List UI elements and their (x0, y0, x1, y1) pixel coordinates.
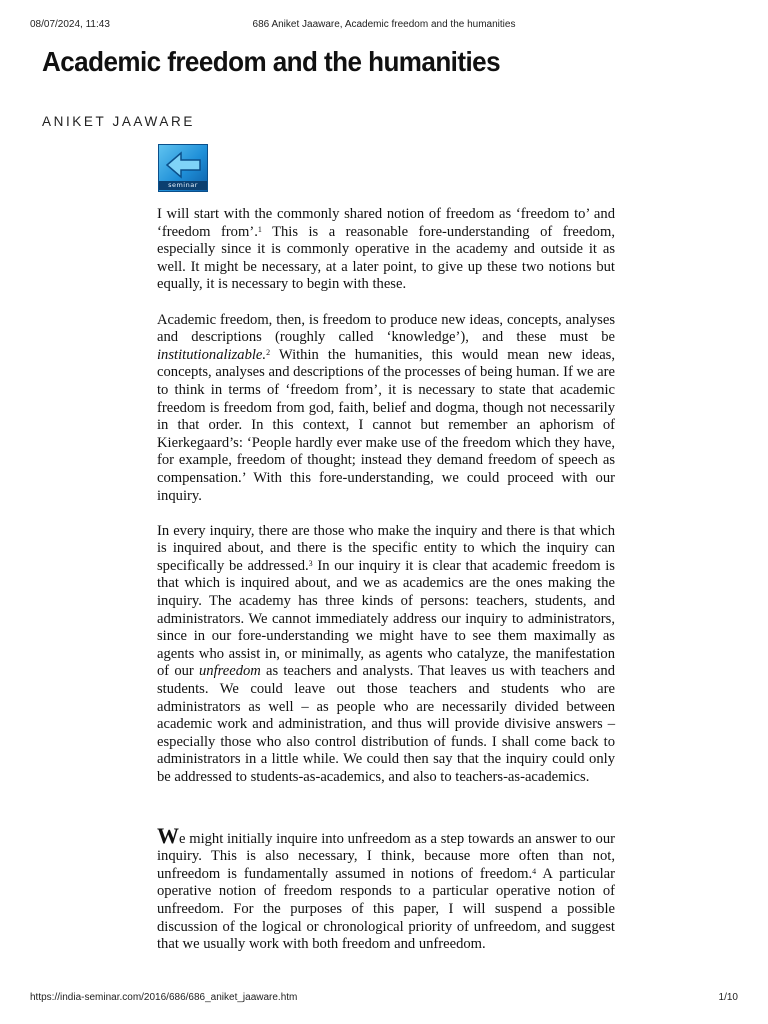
article-title: Academic freedom and the humanities (42, 46, 500, 77)
paragraph-2 (157, 312, 615, 506)
article-body (157, 206, 615, 971)
paragraph-text: e might initially inquire into unfreedom as a step towards an answer to our inquiry. This is also necessary, I think, because more often than not, unfreedom is fundamentally assumed in notions of freedom. (157, 830, 615, 882)
footnote-ref[interactable]: 2 (266, 347, 271, 357)
back-arrow-icon (165, 150, 203, 180)
logo-label: seminar (159, 181, 207, 190)
footnote-ref[interactable]: 1 (257, 224, 262, 234)
paragraph-4 (157, 822, 615, 954)
print-datetime: 08/07/2024, 11:43 (30, 19, 110, 30)
paragraph-3 (157, 523, 615, 787)
drop-cap: W (157, 822, 179, 848)
paragraph-1 (157, 206, 615, 294)
footnote-ref[interactable]: 3 (308, 558, 313, 568)
emphasis-text: institutionalizable. (157, 346, 267, 363)
paragraph-text: In every inquiry, there are those who make the inquiry and there is that which is inquired about, and there is the specific entity to which the inquiry can specifically be addressed. (157, 522, 615, 574)
paragraph-text: Academic freedom, then, is freedom to produce new ideas, concepts, analyses and descriptions (roughly called ‘knowledge’), and these must be (157, 311, 615, 346)
print-doc-title: 686 Aniket Jaaware, Academic freedom and the humanities (252, 19, 516, 30)
paragraph-text: A particular operative notion of freedom responds to a particular operative notion of unfreedom. For the purposes of this paper, I will suspend a possible discussion of the logical or chronological priority of unfreedom, and suggest that we usually work with both freedom and unfreedom. (157, 865, 615, 953)
seminar-back-logo[interactable] (158, 144, 208, 192)
emphasis-text: unfreedom (198, 663, 261, 680)
paragraph-text: as teachers and analysts. That leaves us with teachers and students. We could leave out those teachers and students who are administrators as well – as people who are necessarily divided between academic work and administration, and thus will provide divisive answers – especially those who also control distribution of funds. I shall come back to administrators in a little while. We could then say that the inquiry could only be addressed to students-as-academics, and also to teachers-as-academics. (157, 663, 615, 785)
print-header (30, 19, 738, 33)
paragraph-text: Within the humanities, this would mean new ideas, concepts, analyses and descriptions of the processes of being human. If we are to think in terms of ‘freedom from’, it is necessary to state that academic freedom is freedom from god, faith, belief and dogma, though not necessarily in that order. In this context, I cannot but remember an aphorism of Kierkegaard’s: ‘People hardly ever make use of the freedom which they have, for example, freedom of thought; instead they demand freedom of speech as compensation.’ With this fore-understanding, we could proceed with our inquiry. (157, 346, 615, 504)
footnote-ref[interactable]: 4 (532, 866, 537, 876)
article-author: ANIKET JAAWARE (42, 114, 195, 129)
paragraph-text: This is a reasonable fore-understanding of freedom, especially since it is commonly operative in the academy and outside it as well. It might be necessary, at a later point, to give up these two notions but equally, it is necessary to begin with these. (157, 223, 615, 293)
print-footer (30, 992, 738, 1006)
print-url: https://india-seminar.com/2016/686/686_aniket_jaaware.htm (30, 992, 298, 1003)
paragraph-text: In our inquiry it is clear that academic freedom is that which is inquired about, and we as academics are the ones making the inquiry. The academy has three kinds of persons: teachers, students, and administrators. We cannot immediately address our inquiry to administrators, since in our fore-understanding we might have to see them maximally as agents who assist in, or minimally, as agents who catalyze, the manifestation of our (157, 557, 615, 680)
paragraph-text: I will start with the commonly shared notion of freedom as ‘freedom to’ and ‘freedom from’. (157, 206, 615, 240)
page-number: 1/10 (718, 992, 738, 1003)
